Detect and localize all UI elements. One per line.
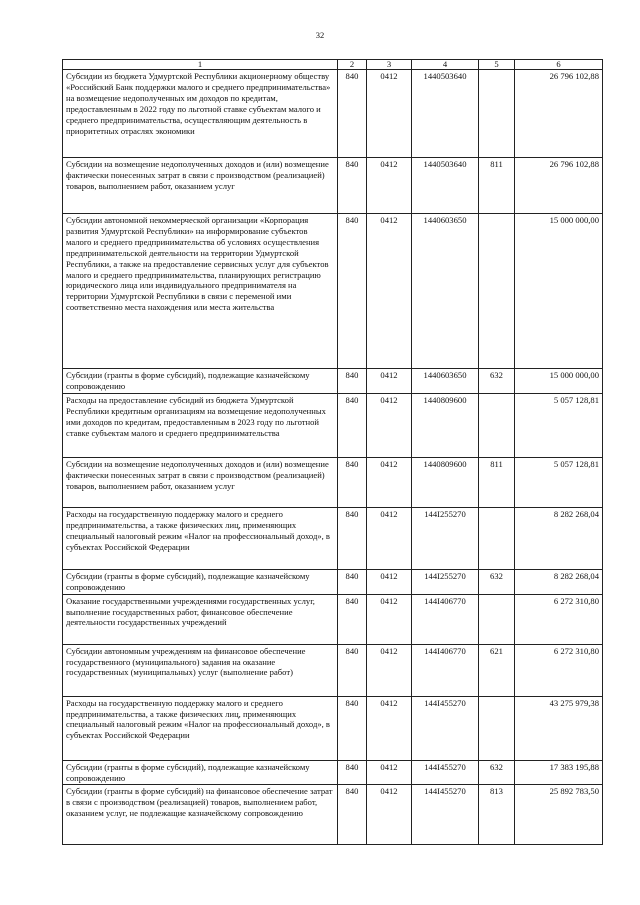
table-row <box>63 70 603 158</box>
table-row <box>63 785 603 845</box>
row-section-cell: 0412 <box>367 214 412 369</box>
row-target-article-cell: 1440503640 <box>412 158 479 214</box>
row-name-cell: Субсидии (гранты в форме субсидий) на финансовое обеспечение затрат в связи с производством (реализацией) товаров, выполнением работ, оказанием услуг, не подлежащие казначейскому сопровождению <box>63 785 338 845</box>
row-amount-cell: 8 282 268,04 <box>515 507 603 569</box>
row-amount-cell: 26 796 102,88 <box>515 158 603 214</box>
row-name-cell: Субсидии (гранты в форме субсидий), подлежащие казначейскому сопровождению <box>63 569 338 594</box>
column-header-3: 3 <box>367 60 412 70</box>
row-expense-type-cell: 811 <box>479 457 515 507</box>
row-target-article-cell: 1440603650 <box>412 214 479 369</box>
row-grbs-cell: 840 <box>338 594 367 644</box>
row-target-article-cell: 1440603650 <box>412 369 479 394</box>
table-row <box>63 569 603 594</box>
row-name-cell: Расходы на государственную поддержку малого и среднего предпринимательства, а также физических лиц, применяющих специальный налоговый режим «Налог на профессиональный доход», в субъектах Российской Федерации <box>63 507 338 569</box>
row-expense-type-cell: 813 <box>479 785 515 845</box>
row-expense-type-cell: 621 <box>479 644 515 696</box>
row-grbs-cell: 840 <box>338 457 367 507</box>
column-header-2: 2 <box>338 60 367 70</box>
row-section-cell: 0412 <box>367 158 412 214</box>
row-target-article-cell: 1440809600 <box>412 457 479 507</box>
row-amount-cell: 6 272 310,80 <box>515 644 603 696</box>
row-grbs-cell: 840 <box>338 760 367 785</box>
row-amount-cell: 8 282 268,04 <box>515 569 603 594</box>
row-name-cell: Субсидии автономным учреждениям на финансовое обеспечение государственного (муниципального) задания на оказание государственных (муниципальных) услуг (выполнение работ) <box>63 644 338 696</box>
row-name-cell: Субсидии (гранты в форме субсидий), подлежащие казначейскому сопровождению <box>63 369 338 394</box>
table-row <box>63 760 603 785</box>
row-amount-cell: 25 892 783,50 <box>515 785 603 845</box>
row-target-article-cell: 144I455270 <box>412 785 479 845</box>
row-section-cell: 0412 <box>367 70 412 158</box>
page-number: 32 <box>315 30 325 40</box>
column-header-4: 4 <box>412 60 479 70</box>
row-grbs-cell: 840 <box>338 70 367 158</box>
row-section-cell: 0412 <box>367 594 412 644</box>
row-section-cell: 0412 <box>367 569 412 594</box>
table-row <box>63 696 603 760</box>
row-expense-type-cell: 632 <box>479 369 515 394</box>
row-name-cell: Расходы на государственную поддержку малого и среднего предпринимательства, а также физических лиц, применяющих специальный налоговый режим «Налог на профессиональный доход», в субъектах Российской Федерации <box>63 696 338 760</box>
row-amount-cell: 17 383 195,88 <box>515 760 603 785</box>
table-header-row <box>63 60 603 70</box>
row-name-cell: Оказание государственными учреждениями государственных услуг, выполнение государственных работ, финансовое обеспечение деятельности государственных учреждений <box>63 594 338 644</box>
column-header-1: 1 <box>63 60 338 70</box>
row-amount-cell: 6 272 310,80 <box>515 594 603 644</box>
row-grbs-cell: 840 <box>338 369 367 394</box>
row-grbs-cell: 840 <box>338 644 367 696</box>
row-section-cell: 0412 <box>367 644 412 696</box>
row-section-cell: 0412 <box>367 457 412 507</box>
row-amount-cell: 5 057 128,81 <box>515 457 603 507</box>
row-target-article-cell: 144I406770 <box>412 594 479 644</box>
row-name-cell: Субсидии из бюджета Удмуртской Республики акционерному обществу «Российский Банк поддержки малого и среднего предпринимательства» на возмещение недополученных им доходов по кредитам, предоставленным в 2022 году по льготной ставке субъектам малого и среднего предпринимательства, осуществляющим деятельность в приоритетных отраслях экономики <box>63 70 338 158</box>
table-row <box>63 393 603 457</box>
row-expense-type-cell <box>479 594 515 644</box>
column-header-6: 6 <box>515 60 603 70</box>
row-expense-type-cell <box>479 507 515 569</box>
table-row <box>63 594 603 644</box>
row-amount-cell: 43 275 979,38 <box>515 696 603 760</box>
table-row <box>63 457 603 507</box>
row-amount-cell: 15 000 000,00 <box>515 369 603 394</box>
row-name-cell: Расходы на предоставление субсидий из бюджета Удмуртской Республики кредитным организациям на возмещение недополученных ими доходов по кредитам, предоставленным в 2023 году по льготной ставке субъектам малого и среднего предпринимательства <box>63 393 338 457</box>
row-target-article-cell: 144I406770 <box>412 644 479 696</box>
row-target-article-cell: 144I255270 <box>412 507 479 569</box>
row-target-article-cell: 144I255270 <box>412 569 479 594</box>
row-expense-type-cell <box>479 393 515 457</box>
row-grbs-cell: 840 <box>338 507 367 569</box>
row-section-cell: 0412 <box>367 369 412 394</box>
row-expense-type-cell <box>479 214 515 369</box>
row-grbs-cell: 840 <box>338 696 367 760</box>
row-name-cell: Субсидии на возмещение недополученных доходов и (или) возмещение фактически понесенных затрат в связи с производством (реализацией) товаров, выполнением работ, оказанием услуг <box>63 457 338 507</box>
table-row <box>63 507 603 569</box>
table-row <box>63 214 603 369</box>
row-expense-type-cell <box>479 70 515 158</box>
row-section-cell: 0412 <box>367 785 412 845</box>
row-name-cell: Субсидии автономной некоммерческой организации «Корпорация развития Удмуртской Республики» на информирование субъектов малого и среднего предпринимательства об условиях осуществления предпринимательской деятельности на территории Удмуртской Республики, а также на предоставление сервисных услуг для субъектов малого и среднего предпринимательства, планирующих регистрацию юридического лица или индивидуального предпринимателя на территории Удмуртской Республики в связи с переменой ими соответственно места нахождения или места жительства <box>63 214 338 369</box>
row-grbs-cell: 840 <box>338 569 367 594</box>
table-row <box>63 644 603 696</box>
column-header-5: 5 <box>479 60 515 70</box>
table-row <box>63 369 603 394</box>
row-grbs-cell: 840 <box>338 158 367 214</box>
row-section-cell: 0412 <box>367 760 412 785</box>
row-section-cell: 0412 <box>367 696 412 760</box>
table-row <box>63 158 603 214</box>
row-name-cell: Субсидии (гранты в форме субсидий), подлежащие казначейскому сопровождению <box>63 760 338 785</box>
row-section-cell: 0412 <box>367 393 412 457</box>
row-target-article-cell: 1440503640 <box>412 70 479 158</box>
row-expense-type-cell: 811 <box>479 158 515 214</box>
row-grbs-cell: 840 <box>338 785 367 845</box>
row-amount-cell: 5 057 128,81 <box>515 393 603 457</box>
row-name-cell: Субсидии на возмещение недополученных доходов и (или) возмещение фактически понесенных затрат в связи с производством (реализацией) товаров, выполнением работ, оказанием услуг <box>63 158 338 214</box>
budget-table <box>62 59 603 845</box>
row-target-article-cell: 144I455270 <box>412 760 479 785</box>
row-expense-type-cell: 632 <box>479 760 515 785</box>
row-amount-cell: 26 796 102,88 <box>515 70 603 158</box>
row-target-article-cell: 1440809600 <box>412 393 479 457</box>
row-grbs-cell: 840 <box>338 393 367 457</box>
row-grbs-cell: 840 <box>338 214 367 369</box>
row-expense-type-cell: 632 <box>479 569 515 594</box>
row-expense-type-cell <box>479 696 515 760</box>
row-target-article-cell: 144I455270 <box>412 696 479 760</box>
row-section-cell: 0412 <box>367 507 412 569</box>
row-amount-cell: 15 000 000,00 <box>515 214 603 369</box>
